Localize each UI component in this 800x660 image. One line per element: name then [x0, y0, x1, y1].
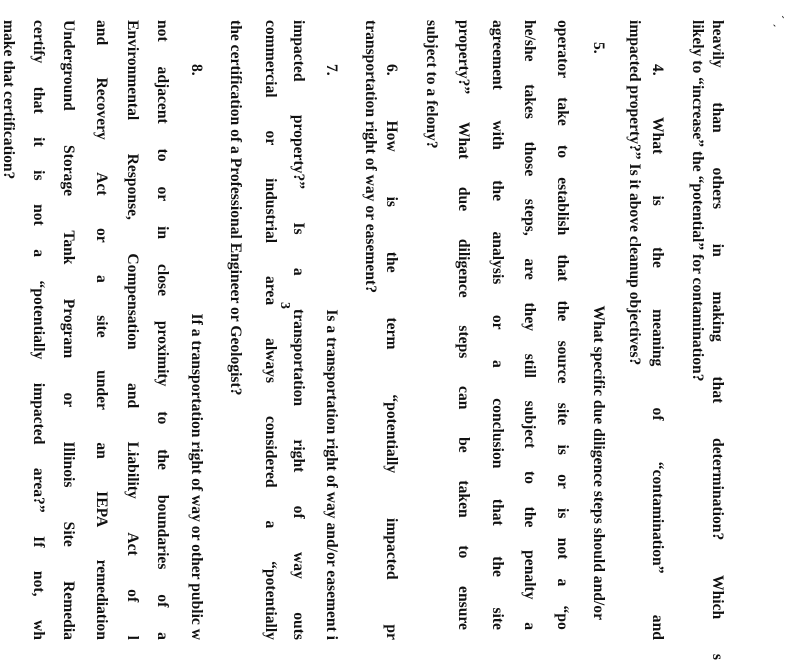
document-word: certify — [30, 20, 47, 64]
scan-artifact-mark: ´ ˏ — [773, 14, 784, 28]
document-line — [590, 42, 606, 620]
document-word: with — [489, 120, 506, 150]
document-line — [262, 20, 278, 640]
document-word: “potentially — [383, 394, 400, 474]
document-word: or — [93, 227, 110, 243]
document-line — [30, 20, 46, 640]
document-word: steps — [455, 325, 472, 359]
document-word: area — [262, 276, 279, 306]
document-word: make that certification? — [0, 20, 17, 180]
document-word: of — [154, 594, 171, 608]
document-word: the — [154, 449, 171, 470]
document-word: source — [554, 340, 571, 384]
document-word: a — [290, 267, 307, 276]
document-word: If a transportation right of way or other public w — [188, 313, 205, 640]
document-word: or — [489, 314, 506, 330]
document-word: What — [455, 121, 472, 160]
document-word: “potentially — [30, 280, 47, 360]
document-line — [0, 20, 16, 179]
document-line — [554, 20, 570, 630]
document-word: Recovery — [93, 77, 110, 140]
document-word: likely to “increase” the “potential” for contamination? — [689, 20, 706, 382]
document-word: Liability — [124, 441, 141, 499]
document-word: of — [124, 589, 141, 603]
document-word: is — [649, 195, 666, 206]
document-word: 5. — [590, 42, 607, 54]
document-word: or — [554, 474, 571, 489]
document-line — [423, 20, 439, 149]
document-line — [709, 20, 725, 660]
document-line — [124, 20, 140, 640]
document-word: outs — [290, 612, 307, 640]
document-word: 6. — [383, 64, 400, 76]
document-word: are — [521, 258, 538, 280]
document-word: Act — [93, 172, 110, 196]
document-word: making — [709, 291, 726, 342]
document-word: “potentially — [262, 561, 279, 640]
document-word: agreement — [489, 20, 506, 90]
document-word: not — [30, 204, 47, 226]
document-word: impacted property?” Is it above cleanup objectives? — [626, 20, 643, 366]
document-word: impacted — [30, 382, 47, 445]
document-word: “po — [554, 605, 571, 630]
document-word: the — [489, 556, 506, 577]
document-word: What specific due diligence steps should and/or — [590, 305, 607, 620]
document-word: Remedia — [60, 581, 77, 640]
document-word: others — [709, 167, 726, 210]
document-word: Is a transportation right of way and/or easement i — [323, 309, 340, 640]
document-word: site — [489, 607, 506, 630]
document-word: If — [30, 536, 47, 548]
document-word: not — [154, 20, 171, 42]
document-word: impacted — [383, 518, 400, 580]
document-word: s — [709, 653, 726, 660]
document-word: wh — [30, 619, 47, 640]
document-word: property?” — [290, 114, 307, 190]
document-word: to — [554, 145, 571, 159]
document-word: and — [649, 614, 666, 640]
document-word: to — [521, 470, 538, 484]
document-word: that — [30, 86, 47, 114]
document-word: is — [554, 444, 571, 455]
document-word: Underground — [60, 20, 77, 111]
document-word: takes — [521, 84, 538, 119]
document-word: a — [262, 520, 279, 529]
document-word: or — [60, 392, 77, 408]
document-word: under — [93, 370, 110, 410]
document-word: conclusion — [489, 398, 506, 469]
document-word: “contamination” — [649, 461, 666, 574]
document-line — [93, 20, 109, 640]
document-line — [383, 64, 399, 640]
document-line — [521, 20, 537, 630]
document-word: Program — [60, 298, 77, 359]
document-line — [626, 20, 642, 365]
document-word: not, — [30, 570, 47, 597]
document-word: steps, — [521, 198, 538, 236]
document-word: 7. — [323, 64, 340, 76]
document-word: in — [709, 243, 726, 257]
document-line — [455, 20, 471, 630]
document-line — [689, 20, 705, 382]
document-word: taken — [455, 480, 472, 518]
document-word: transportation right of way or easement? — [362, 20, 379, 293]
page-number: 3 — [277, 302, 292, 309]
document-word: right — [290, 439, 307, 473]
document-word: Response, — [124, 153, 141, 220]
document-word: ensure — [455, 586, 472, 630]
document-word: a — [489, 359, 506, 368]
document-word: always — [262, 338, 279, 384]
document-word: the — [383, 251, 400, 273]
document-word: area?” — [30, 467, 47, 513]
document-word: the — [521, 506, 538, 528]
document-word: 4. — [649, 64, 666, 76]
document-word: l — [124, 635, 141, 640]
document-word: Illinois — [60, 441, 77, 488]
document-word: How — [383, 120, 400, 152]
document-word: establish — [554, 177, 571, 236]
document-word: impacted — [290, 20, 307, 82]
document-word: the — [489, 180, 506, 202]
document-word: than — [709, 102, 726, 133]
document-word: still — [521, 353, 538, 378]
document-word: Compensation — [124, 253, 141, 350]
document-word: Environmental — [124, 20, 141, 121]
document-word: that — [554, 254, 571, 282]
document-word: subject to a felony? — [423, 20, 440, 149]
document-word: of — [649, 407, 666, 421]
document-word: Is — [290, 222, 307, 235]
document-line — [188, 64, 204, 640]
document-word: a — [554, 578, 571, 587]
document-word: close — [154, 263, 171, 296]
document-word: can — [455, 386, 472, 410]
document-word: site — [93, 315, 110, 338]
document-word: Tank — [60, 230, 77, 265]
document-word: he/she — [521, 20, 538, 62]
document-line — [227, 20, 243, 396]
document-word: an — [93, 442, 110, 459]
document-word: way — [290, 552, 307, 579]
document-line — [649, 64, 665, 640]
document-word: Storage — [60, 144, 77, 197]
document-word: or — [154, 186, 171, 202]
document-line — [362, 20, 378, 293]
document-word: they — [521, 302, 538, 332]
document-word: be — [455, 437, 472, 453]
document-word: or — [262, 130, 279, 146]
document-word: Act — [124, 532, 141, 556]
document-word: meaning — [649, 309, 666, 367]
document-word: the certification of a Professional Engineer or Geologist? — [227, 20, 244, 396]
document-word: that — [489, 498, 506, 526]
document-word: is — [30, 170, 47, 181]
document-line — [60, 20, 76, 640]
document-word: in — [154, 226, 171, 240]
document-word: diligence — [455, 238, 472, 298]
document-line — [290, 20, 306, 640]
document-line — [154, 20, 170, 640]
document-word: analysis — [489, 231, 506, 285]
document-word: site — [554, 402, 571, 426]
document-word: IEPA — [93, 491, 110, 528]
document-word: boundaries — [154, 494, 171, 570]
document-word: adjacent — [154, 66, 171, 124]
document-word: Which — [709, 574, 726, 620]
document-word: What — [649, 116, 666, 155]
document-word: is — [383, 196, 400, 207]
document-word: the — [554, 300, 571, 322]
document-word: to — [154, 148, 171, 162]
document-word: a — [154, 632, 171, 640]
document-word: take — [554, 97, 571, 126]
document-word: those — [521, 141, 538, 177]
document-word: and — [93, 20, 110, 46]
document-word: that — [709, 376, 726, 404]
document-word: term — [383, 317, 400, 350]
document-word: property?” — [455, 20, 472, 95]
document-word: 8. — [188, 64, 205, 76]
document-word: a — [521, 622, 538, 630]
document-word: the — [649, 247, 666, 268]
document-line — [489, 20, 505, 630]
document-word: and — [124, 383, 141, 409]
document-word: remediation — [93, 559, 110, 640]
document-word: heavily — [709, 20, 726, 68]
document-word: operator — [554, 20, 571, 79]
document-word: transportation — [290, 309, 307, 407]
document-word: industrial — [262, 178, 279, 244]
document-word: commercial — [262, 20, 279, 98]
document-word: due — [455, 186, 472, 212]
document-word: penalty — [521, 550, 538, 600]
document-word: a — [30, 249, 47, 258]
document-word: a — [93, 275, 110, 283]
document-word: to — [455, 545, 472, 559]
document-word: considered — [262, 415, 279, 488]
document-word: not — [554, 537, 571, 560]
document-word: of — [290, 505, 307, 519]
document-word: it — [30, 137, 47, 147]
document-word: proximity — [154, 320, 171, 387]
document-line — [323, 64, 339, 640]
document-word: Site — [60, 521, 77, 547]
document-word: determination? — [709, 438, 726, 541]
document-word: subject — [521, 400, 538, 449]
document-word: is — [554, 508, 571, 519]
document-word: pr — [383, 624, 400, 640]
document-word: to — [154, 411, 171, 425]
